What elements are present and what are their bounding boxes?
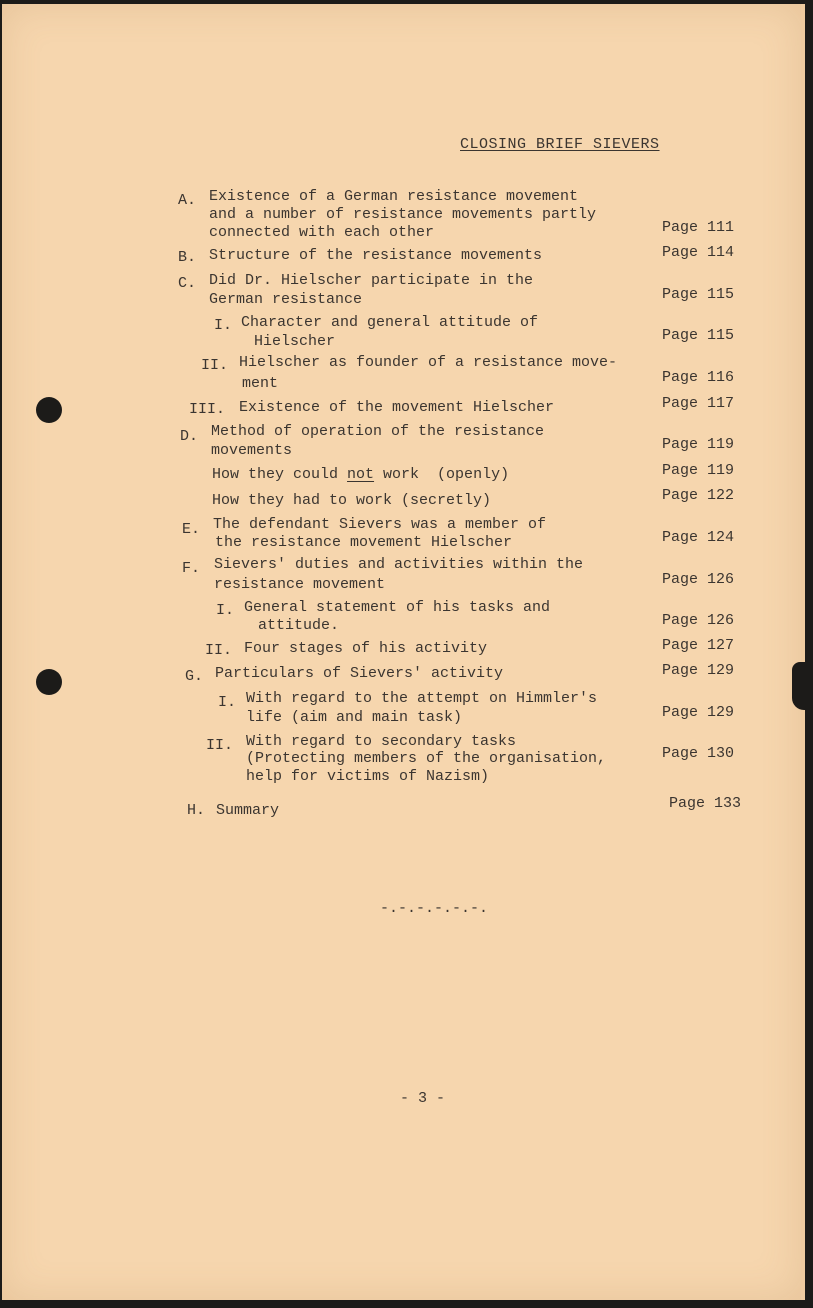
entry-label: G.	[185, 668, 204, 685]
entry-text-line: ment	[242, 375, 279, 392]
page-reference: Page 116	[662, 369, 735, 386]
entry-text-line: German resistance	[209, 291, 363, 308]
entry-label: F.	[182, 560, 201, 577]
entry-label: E.	[182, 521, 201, 538]
entry-text-line: Hielscher as founder of a resistance move-	[239, 354, 618, 371]
entry-text-line: Four stages of his activity	[244, 640, 488, 657]
page-reference: Page 129	[662, 704, 735, 721]
page-reference: Page 124	[662, 529, 735, 546]
punch-hole	[36, 397, 62, 423]
entry-label: I.	[218, 694, 237, 711]
entry-label: I.	[214, 317, 233, 334]
document-title: CLOSING BRIEF SIEVERS	[460, 136, 660, 153]
entry-text-line: connected with each other	[209, 224, 435, 241]
entry-text-pre: How they could	[212, 466, 348, 483]
entry-text-line: Summary	[216, 802, 280, 819]
page-reference: Page 133	[669, 795, 742, 812]
page-reference: Page 122	[662, 487, 735, 504]
page-reference: Page 111	[662, 219, 735, 236]
entry-text-line: help for victims of Nazism)	[246, 768, 490, 785]
page-reference: Page 127	[662, 637, 735, 654]
page-reference: Page 115	[662, 327, 735, 344]
emphasis-not: not	[347, 466, 375, 483]
entry-text-line: Existence of the movement Hielscher	[239, 399, 555, 416]
separator-line: -.-.-.-.-.-.	[380, 900, 489, 917]
page-reference: Page 119	[662, 436, 735, 453]
entry-text-line: movements	[211, 442, 293, 459]
entry-text-line: Hielscher	[254, 333, 336, 350]
entry-label: H.	[187, 802, 206, 819]
entry-text-line: Method of operation of the resistance	[211, 423, 545, 440]
page-reference: Page 115	[662, 286, 735, 303]
entry-text-line: How they had to work (secretly)	[212, 492, 492, 509]
entry-text-line	[212, 466, 509, 483]
entry-text-line: Did Dr. Hielscher participate in the	[209, 272, 534, 289]
entry-label: C.	[178, 275, 197, 292]
entry-text-line: Sievers' duties and activities within the	[214, 556, 584, 573]
page-reference: Page 126	[662, 571, 735, 588]
entry-text-line: Structure of the resistance movements	[209, 247, 543, 264]
entry-text-line: resistance movement	[214, 576, 386, 593]
entry-label: II.	[201, 357, 229, 374]
entry-text-post: work (openly)	[374, 466, 510, 483]
document-page	[2, 4, 805, 1300]
entry-text-line: With regard to the attempt on Himmler's	[246, 690, 598, 707]
entry-text-line: The defendant Sievers was a member of	[213, 516, 547, 533]
punch-hole	[36, 669, 62, 695]
page-reference: Page 117	[662, 395, 735, 412]
entry-text-line: Existence of a German resistance movement	[209, 188, 579, 205]
entry-label: B.	[178, 249, 197, 266]
entry-label: II.	[206, 737, 234, 754]
entry-text-line: With regard to secondary tasks	[246, 733, 517, 750]
page-reference: Page 119	[662, 462, 735, 479]
page-reference: Page 130	[662, 745, 735, 762]
page-edge-tear	[792, 662, 813, 710]
entry-label: I.	[216, 602, 235, 619]
page-reference: Page 126	[662, 612, 735, 629]
entry-text-line: life (aim and main task)	[246, 709, 463, 726]
entry-text-line: General statement of his tasks and	[244, 599, 551, 616]
entry-text-line: and a number of resistance movements partly	[209, 206, 597, 223]
page-number: - 3 -	[400, 1090, 446, 1107]
entry-text-line: Particulars of Sievers' activity	[215, 665, 504, 682]
entry-label: III.	[189, 401, 226, 418]
entry-text-line: Character and general attitude of	[241, 314, 539, 331]
entry-text-line: the resistance movement Hielscher	[215, 534, 513, 551]
entry-text-line: attitude.	[258, 617, 340, 634]
entry-label: D.	[180, 428, 199, 445]
entry-label: A.	[178, 192, 197, 209]
page-reference: Page 129	[662, 662, 735, 679]
entry-label: II.	[205, 642, 233, 659]
entry-text-line: (Protecting members of the organisation,	[246, 750, 607, 767]
page-reference: Page 114	[662, 244, 735, 261]
